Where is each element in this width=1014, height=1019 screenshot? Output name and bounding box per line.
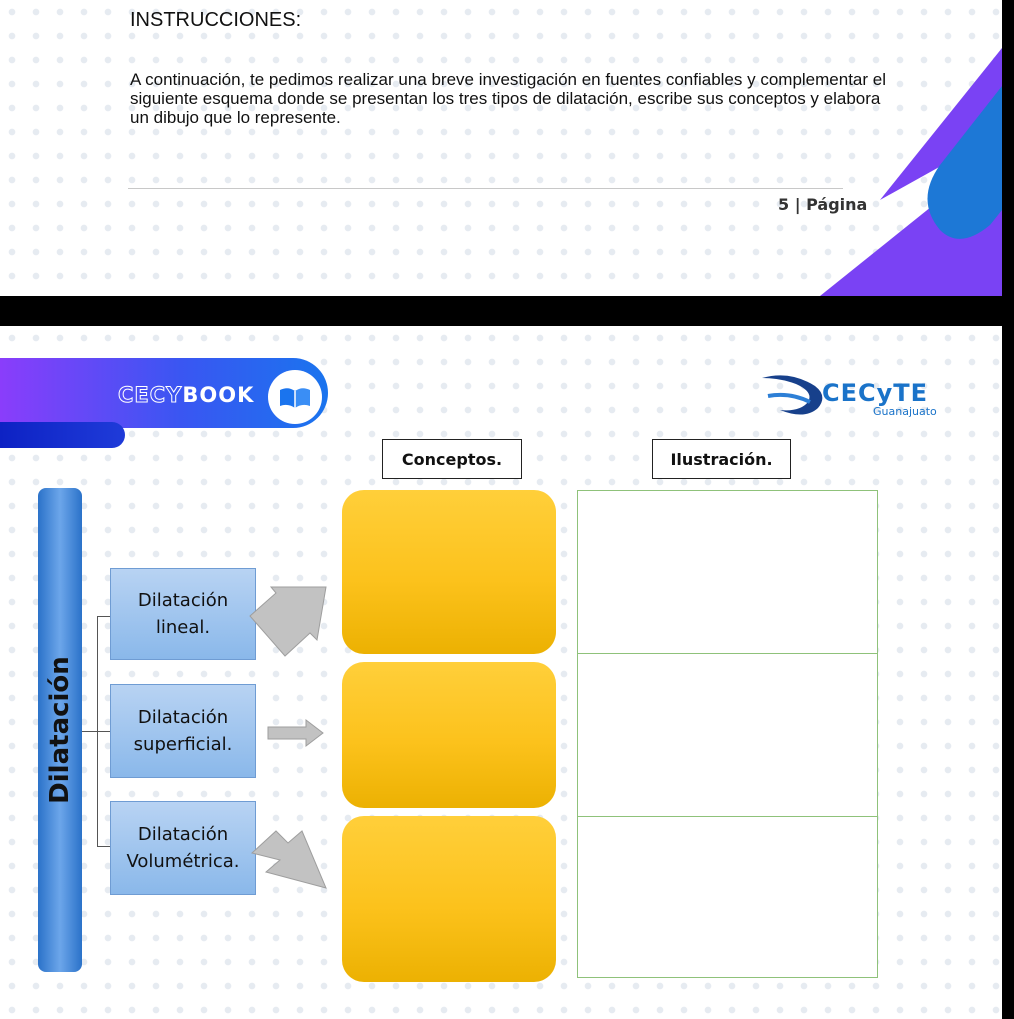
arrow-icon bbox=[252, 831, 326, 888]
arrow-icon bbox=[250, 587, 326, 656]
illustration-header: Ilustración. bbox=[652, 439, 791, 479]
instructions-title: INSTRUCCIONES: bbox=[130, 9, 302, 31]
diagram-page bbox=[0, 326, 1002, 1019]
row-superficial-line1: Dilatación bbox=[137, 707, 229, 728]
row-lineal-line1: Dilatación bbox=[137, 590, 229, 611]
concept-box-lineal[interactable] bbox=[342, 490, 556, 654]
instructions-page bbox=[0, 0, 1002, 296]
concept-box-volumetrica[interactable] bbox=[342, 816, 556, 982]
illustration-box-lineal[interactable] bbox=[577, 490, 878, 654]
page-number: 5 | Página bbox=[778, 195, 868, 214]
cecyte-sub: Guanajuato bbox=[873, 405, 937, 418]
row-superficial-line2: superficial. bbox=[133, 734, 233, 755]
concept-box-superficial[interactable] bbox=[342, 662, 556, 808]
side-label: Dilatación bbox=[45, 656, 75, 804]
page-number-value: 5 bbox=[778, 195, 790, 214]
cecybook-suffix: BOOK bbox=[182, 383, 255, 407]
illustration-box-volumetrica[interactable] bbox=[577, 816, 878, 978]
row-lineal-line2: lineal. bbox=[155, 617, 211, 638]
arrow-icon bbox=[268, 720, 323, 746]
corner-decoration bbox=[820, 0, 1002, 296]
illustration-box-superficial[interactable] bbox=[577, 653, 878, 817]
row-volumetrica-line1: Dilatación bbox=[137, 824, 229, 845]
cecyte-name: CECyTE bbox=[822, 379, 929, 407]
instructions-text: A continuación, te pedimos realizar una breve investigación en fuentes confiables y complementar el siguiente esquema donde se presentan los tres tipos de dilatación, escribe sus conceptos y elabora un dibujo que lo represente. bbox=[130, 70, 886, 127]
concepts-header: Conceptos. bbox=[382, 439, 522, 479]
cecybook-prefix: CECY bbox=[118, 383, 183, 407]
row-volumetrica-line2: Volumétrica. bbox=[126, 851, 240, 872]
divider bbox=[128, 188, 843, 189]
page-number-label: Página bbox=[806, 195, 868, 214]
